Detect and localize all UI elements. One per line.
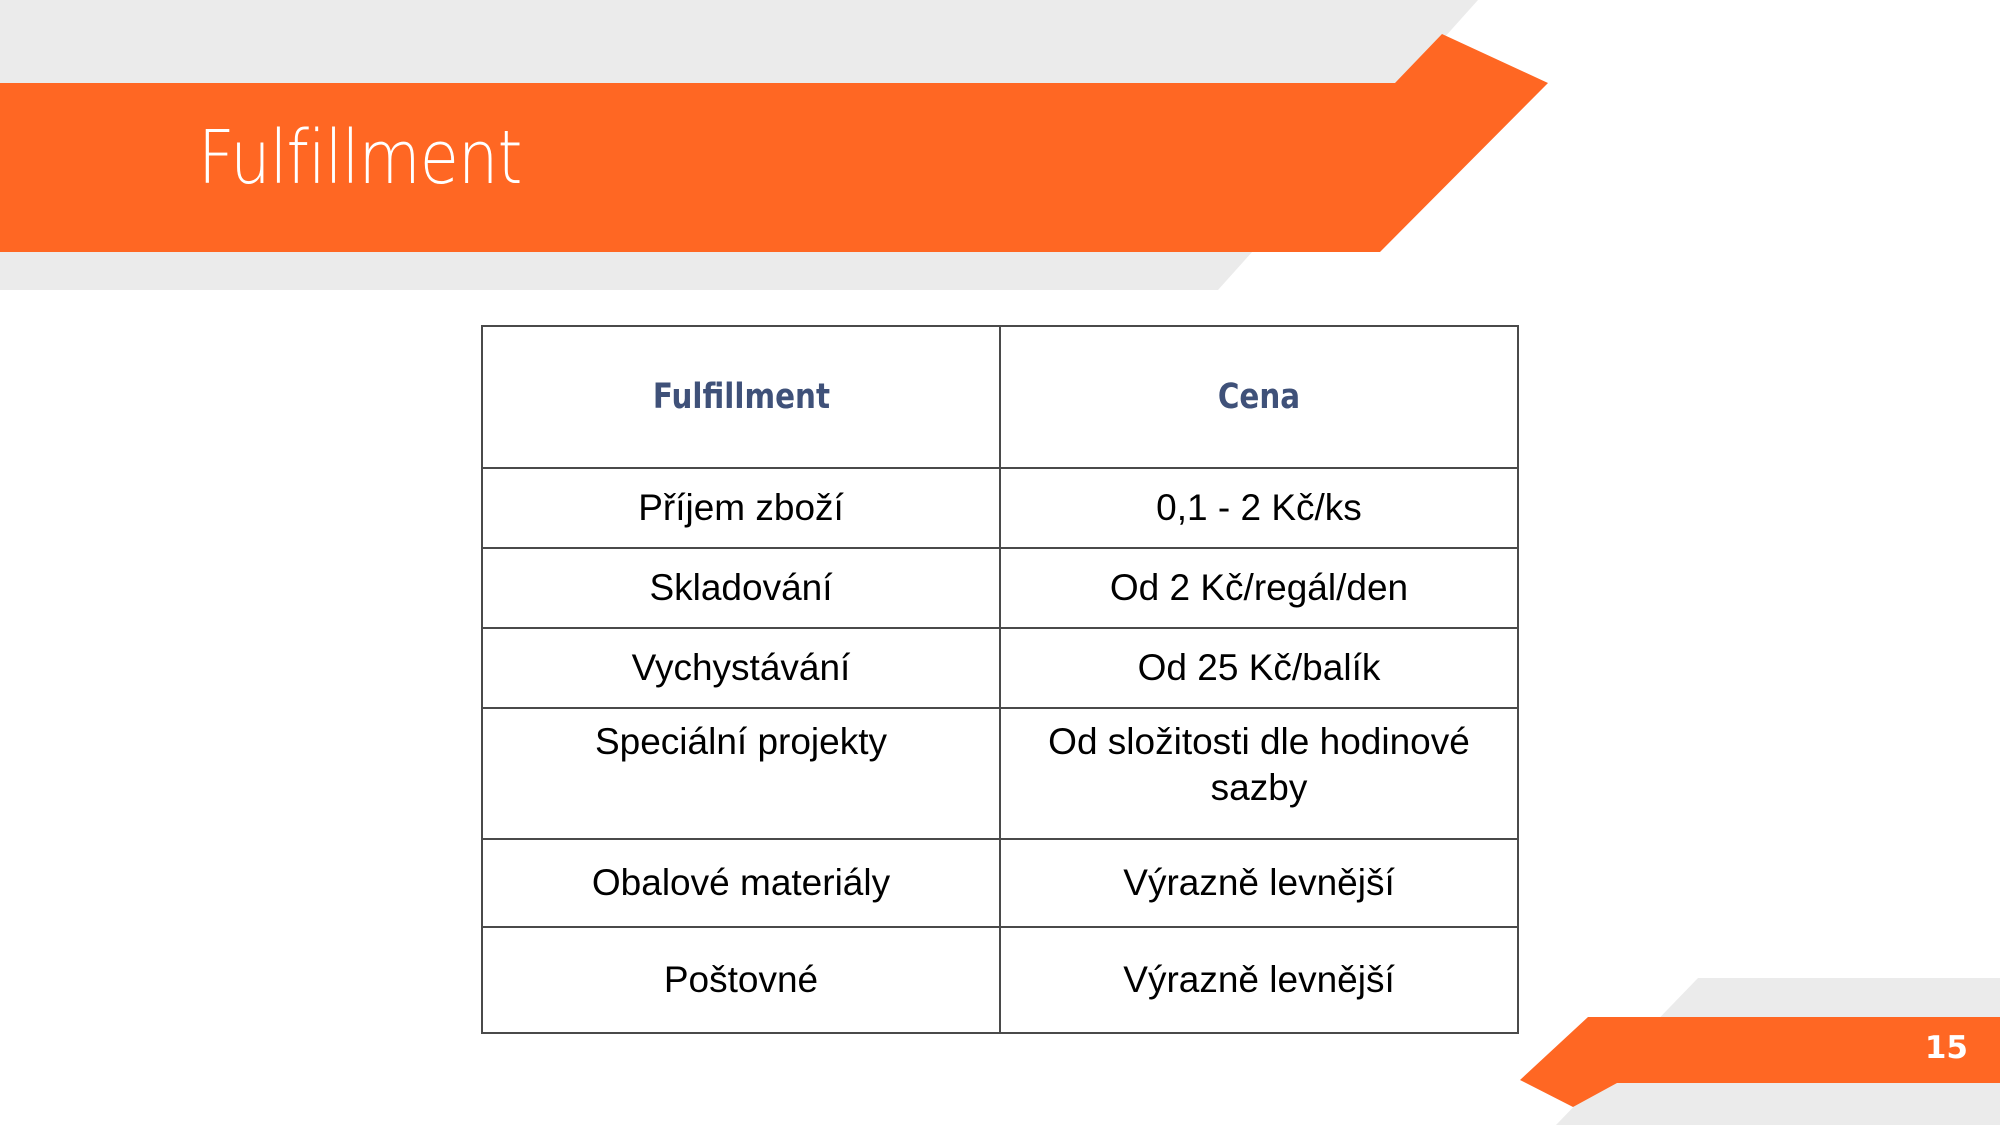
- table-row: [482, 839, 1518, 927]
- table-row: [482, 628, 1518, 708]
- service-cell: Poštovné: [482, 927, 1000, 1033]
- service-cell: Obalové materiály: [482, 839, 1000, 927]
- service-cell: Vychystávání: [482, 628, 1000, 708]
- slide-title: Fulfillment: [198, 115, 522, 201]
- table-header-row: [482, 326, 1518, 468]
- service-cell: Speciální projekty: [482, 708, 1000, 839]
- pricing-table: [481, 325, 1519, 1034]
- table-row: [482, 468, 1518, 548]
- price-cell: Od 25 Kč/balík: [1000, 628, 1518, 708]
- service-cell: Skladování: [482, 548, 1000, 628]
- price-cell: 0,1 - 2 Kč/ks: [1000, 468, 1518, 548]
- column-header-price: Cena: [1000, 326, 1518, 468]
- service-cell: Příjem zboží: [482, 468, 1000, 548]
- price-cell: Výrazně levnější: [1000, 927, 1518, 1033]
- price-cell: Výrazně levnější: [1000, 839, 1518, 927]
- price-cell: Od složitosti dle hodinové sazby: [1000, 708, 1518, 839]
- column-header-service: Fulfillment: [482, 326, 1000, 468]
- table-row: [482, 927, 1518, 1033]
- table-row: [482, 708, 1518, 839]
- price-cell: Od 2 Kč/regál/den: [1000, 548, 1518, 628]
- page-number: 15: [1924, 1030, 1968, 1066]
- table-row: [482, 548, 1518, 628]
